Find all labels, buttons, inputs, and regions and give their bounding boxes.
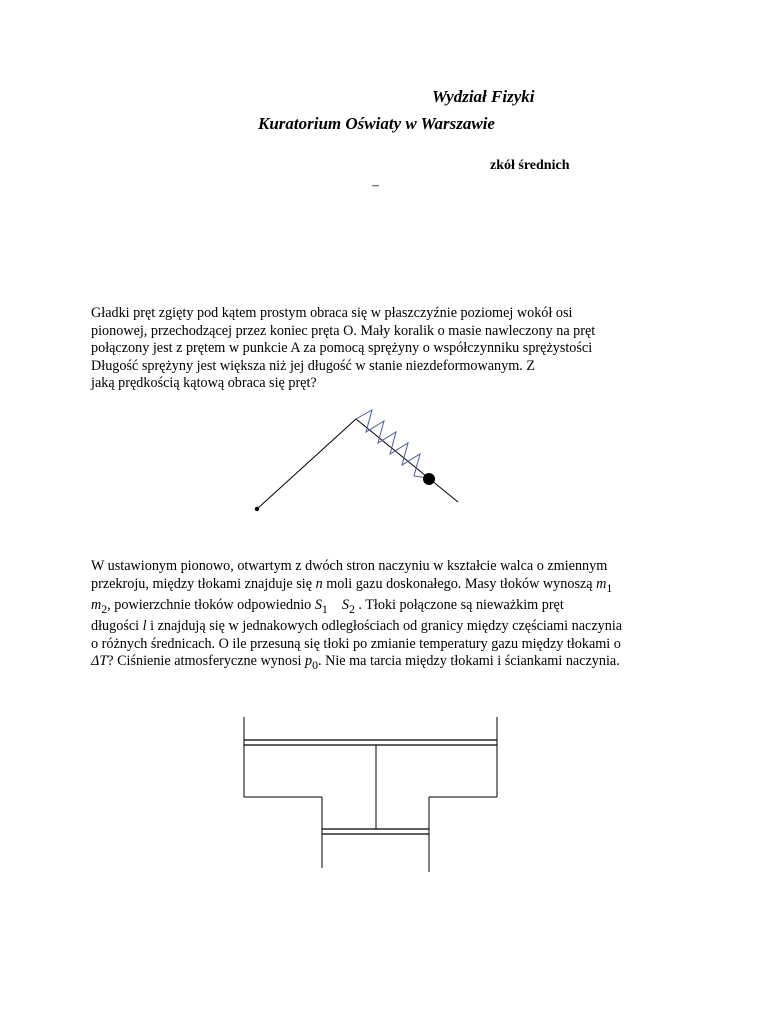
text-run: . Nie ma tarcia między tłokami i ściankami naczynia.	[318, 653, 620, 670]
problem-2-line	[91, 653, 691, 674]
symbol-s2: S	[341, 596, 349, 613]
subscript: 1	[606, 580, 613, 595]
schools-heading: zkół średnich	[490, 158, 570, 173]
problem-2-line	[91, 618, 691, 636]
symbol-m2: m	[91, 596, 102, 613]
symbol-delta-t: ΔT	[91, 653, 108, 670]
problem-1-line: pionowej, przechodzącej przez koniec pręta O. Mały koralik o masie nawleczony na pręt	[91, 322, 596, 339]
problem-1-line: połączony jest z prętem w punkcie A za pomocą sprężyny o współczynniku sprężystości	[91, 340, 593, 356]
problem-1-line: Długość sprężyny jest większa niż jej długość w stanie niezdeformowanym. Z	[91, 357, 536, 374]
symbol-s1: S	[314, 596, 322, 613]
board-title: Kuratorium Oświaty w Warszawie	[258, 114, 495, 133]
problem-2-text	[91, 558, 691, 674]
problem-2-line: W ustawionym pionowo, otwartym z dwóch stron naczyniu w kształcie walca o zmiennym	[91, 558, 608, 574]
subscript: 1	[321, 601, 328, 616]
pivot-point-o	[255, 507, 259, 511]
problem-2-line	[91, 597, 691, 618]
text-run: . Tłoki połączone są nieważkim pręt	[354, 596, 564, 613]
symbol-p0: p	[305, 653, 313, 670]
problem-2-line	[91, 576, 691, 597]
symbol-l: l	[142, 618, 147, 635]
problem-1-text	[91, 305, 691, 393]
heading-dash: –	[372, 178, 379, 193]
text-run: , powierzchnie tłoków odpowiednio	[107, 596, 315, 613]
subscript: 2	[101, 601, 108, 616]
problem-2-line: o różnych średnicach. O ile przesuną się tłoki po zmianie temperatury gazu między tłokami o	[91, 635, 621, 652]
bead-mass	[423, 473, 435, 485]
spring-coil	[356, 410, 429, 478]
rod-segment-right	[356, 419, 458, 502]
text-run: moli gazu doskonałego. Masy tłoków wynoszą	[322, 575, 597, 592]
subscript: 2	[348, 601, 355, 616]
text-run: i znajdują się w jednakowych odległościach od granicy między częściami naczynia	[146, 618, 623, 635]
text-run: przekroju, między tłokami znajduje się	[91, 575, 316, 592]
subscript: 0	[312, 657, 319, 672]
rod-segment-left	[257, 419, 356, 509]
problem-1-line: jaką prędkością kątową obraca się pręt?	[91, 375, 317, 391]
text-run: ? Ciśnienie atmosferyczne wynosi	[107, 653, 305, 670]
symbol-m1: m	[596, 575, 607, 592]
symbol-n: n	[315, 575, 323, 592]
faculty-title: Wydział Fizyki	[432, 87, 535, 106]
problem-1-line: Gładki pręt zgięty pod kątem prostym obraca się w płaszczyźnie poziomej wokół osi	[91, 305, 573, 321]
text-run: długości	[91, 618, 143, 635]
